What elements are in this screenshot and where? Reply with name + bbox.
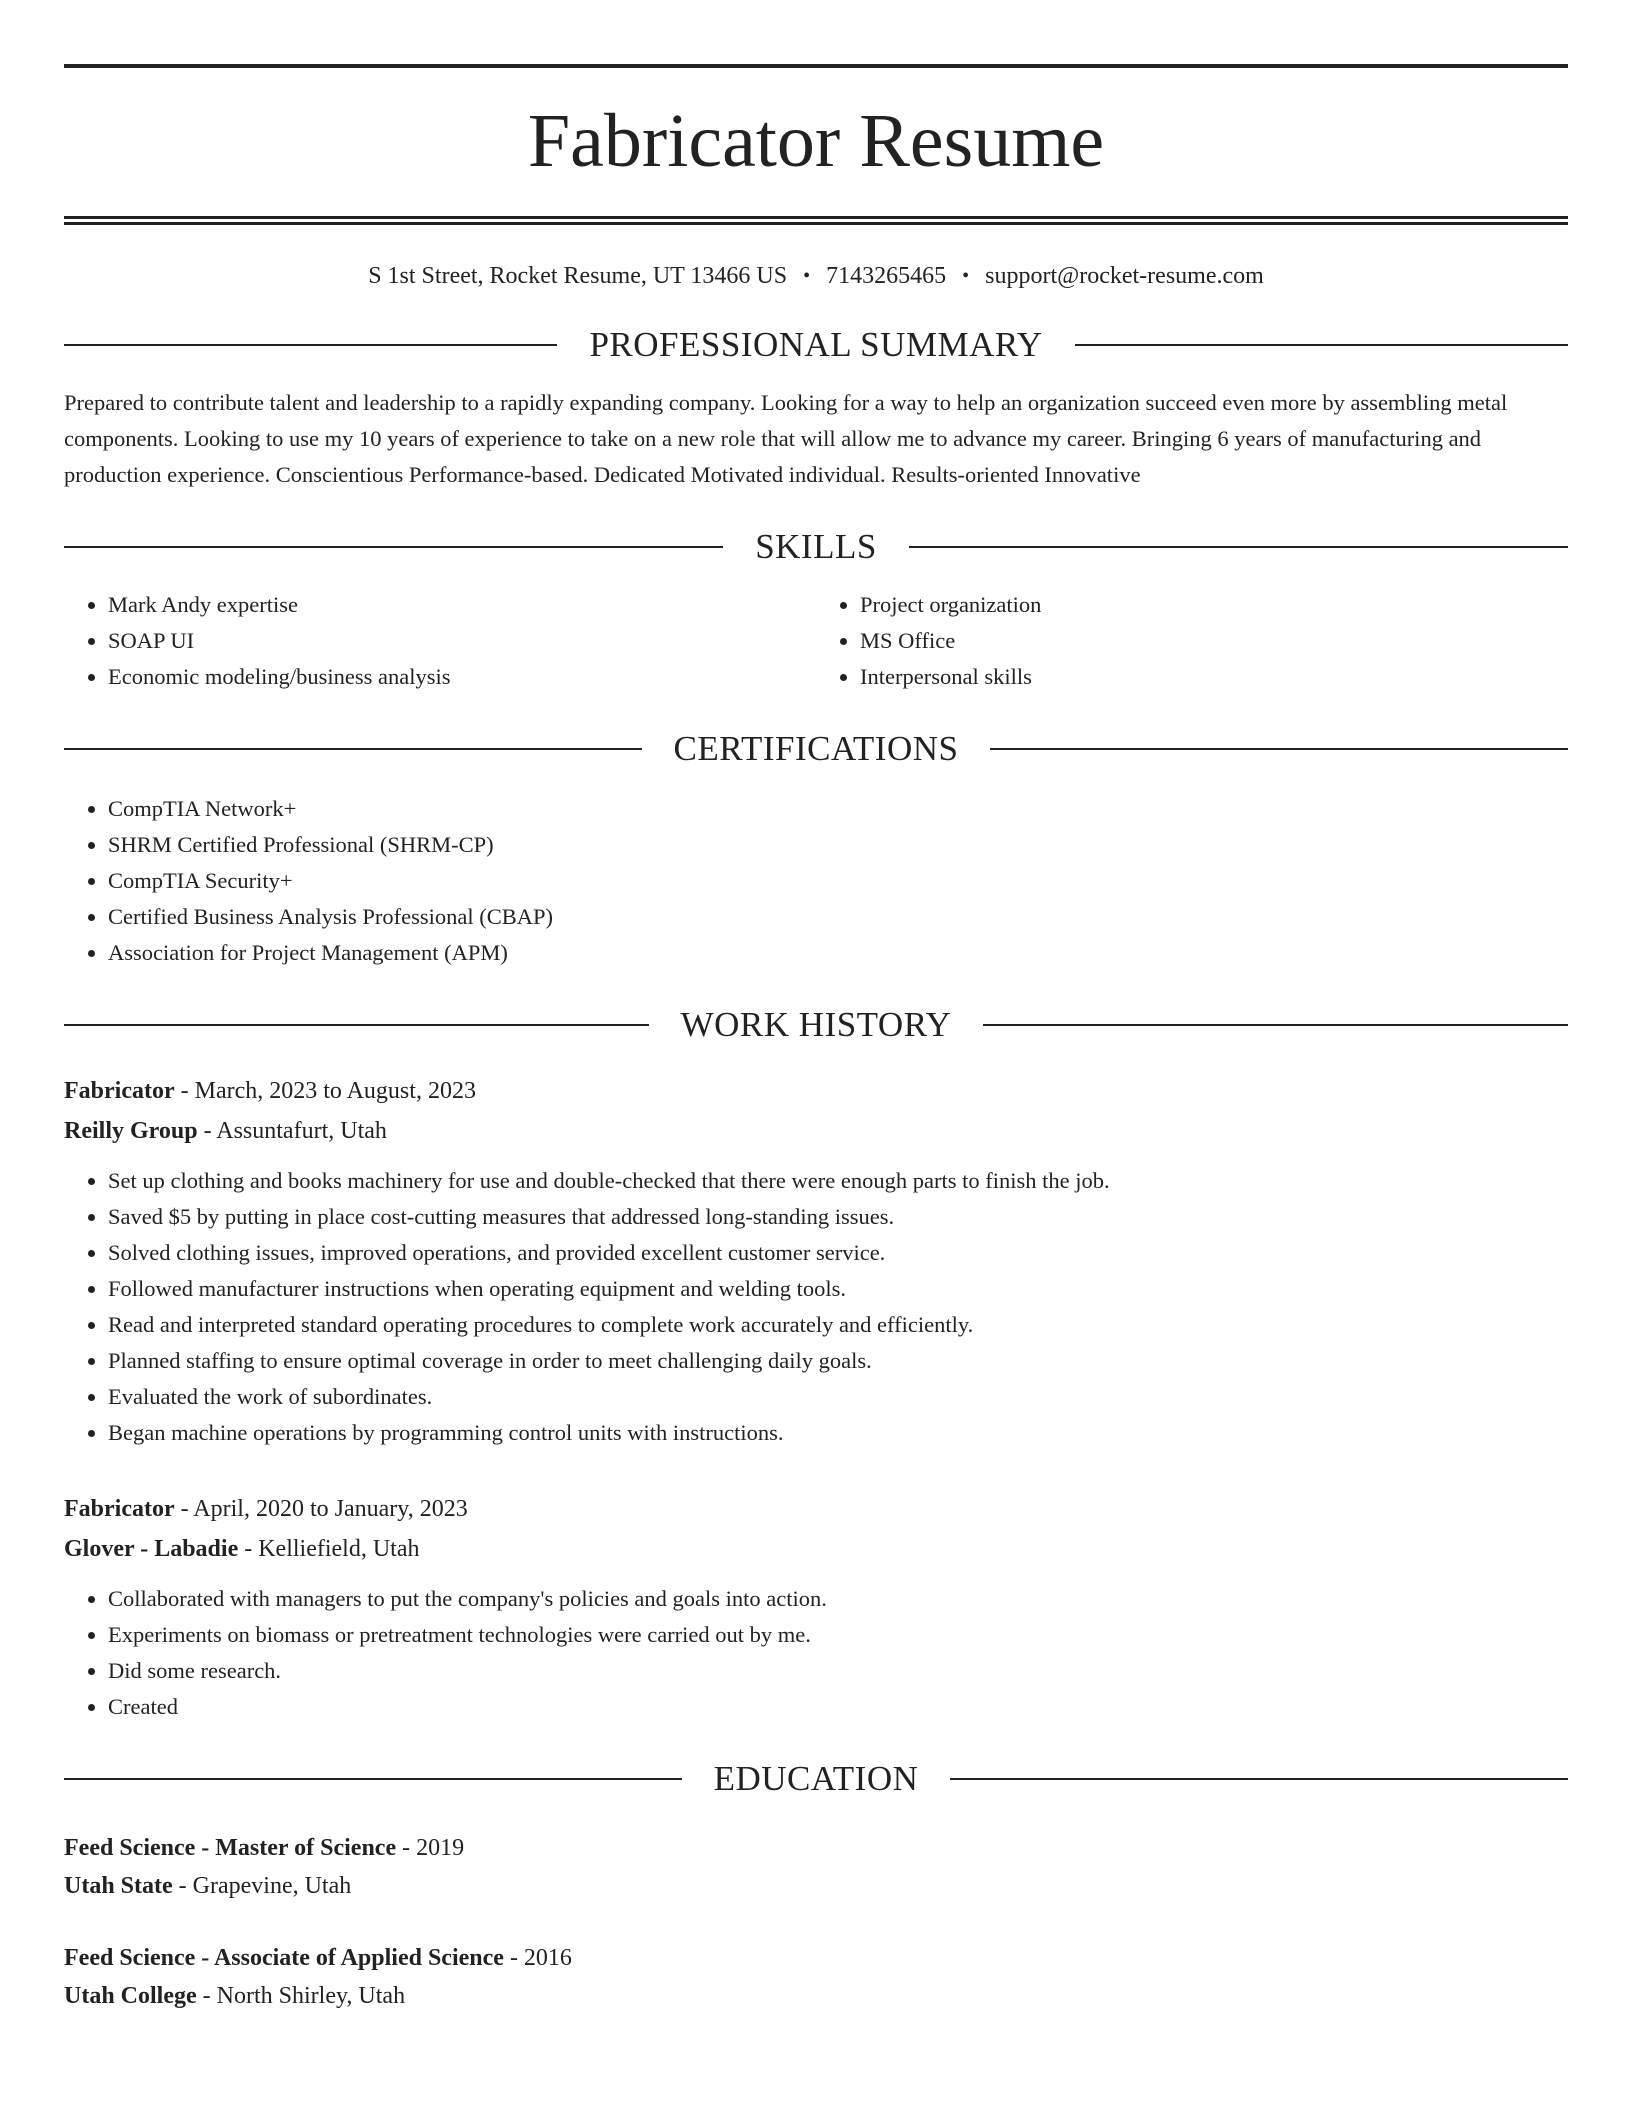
education-year: - 2019 bbox=[396, 1835, 465, 1861]
education-degree: Feed Science - Associate of Applied Science bbox=[64, 1945, 504, 1971]
resume-title: Fabricator Resume bbox=[527, 99, 1105, 183]
job-bullet: • Evaluated the work of subordinates. bbox=[108, 1379, 1568, 1415]
heading-rule-right bbox=[909, 546, 1568, 548]
certification-item: • Certified Business Analysis Professional (CBAP) bbox=[108, 899, 1568, 935]
contact-separator: • bbox=[962, 265, 970, 287]
education-degree: Feed Science - Master of Science bbox=[64, 1835, 397, 1861]
job-bullet: • Planned staffing to ensure optimal coverage in order to meet challenging daily goals. bbox=[108, 1343, 1568, 1379]
job-company-line bbox=[64, 1529, 1568, 1569]
education-school-line bbox=[64, 1977, 1568, 2015]
job-title: Fabricator bbox=[64, 1078, 175, 1104]
job-dates: - April, 2020 to January, 2023 bbox=[174, 1496, 468, 1522]
heading-rule-left bbox=[64, 344, 557, 346]
summary-text: Prepared to contribute talent and leadership to a rapidly expanding company. Looking for a way to help an organization succeed even more by assembling metal components. Looking to use my 10 years of experience to take on a new role that will allow me to advance my career. Bringing 6 years of manufacturing and production experience. Conscientious Performance-based. Dedicated Motivated individual. Results-oriented Innovative bbox=[64, 390, 1508, 487]
heading-rule-left bbox=[64, 1778, 682, 1780]
skill-item: • Mark Andy expertise bbox=[108, 587, 816, 623]
education-heading bbox=[64, 1759, 1568, 1799]
education-location: - North Shirley, Utah bbox=[196, 1983, 406, 2009]
job-title-line bbox=[64, 1071, 1568, 1111]
education-year: - 2016 bbox=[503, 1945, 572, 1971]
job-bullet: • Read and interpreted standard operating procedures to complete work accurately and efficiently. bbox=[108, 1307, 1568, 1343]
job-dates: - March, 2023 to August, 2023 bbox=[174, 1078, 476, 1104]
skill-item: • Interpersonal skills bbox=[860, 659, 1568, 695]
heading-rule-right bbox=[1075, 344, 1568, 346]
summary-heading bbox=[64, 325, 1568, 365]
job-entry bbox=[64, 1071, 1568, 1451]
certification-item: • SHRM Certified Professional (SHRM-CP) bbox=[108, 827, 1568, 863]
skills-heading bbox=[64, 527, 1568, 567]
contact-address: S 1st Street, Rocket Resume, UT 13466 US bbox=[368, 263, 788, 289]
skills-right-list bbox=[816, 587, 1568, 695]
section-title: PROFESSIONAL SUMMARY bbox=[589, 325, 1043, 364]
resume-page bbox=[64, 64, 1568, 2015]
contact-email: support@rocket-resume.com bbox=[985, 263, 1264, 289]
job-title: Fabricator bbox=[64, 1496, 175, 1522]
education-degree-line bbox=[64, 1939, 1568, 1977]
job-location: - Assuntafurt, Utah bbox=[197, 1118, 387, 1144]
education-entry bbox=[64, 1829, 1568, 1905]
job-bullet: • Solved clothing issues, improved operations, and provided excellent customer service. bbox=[108, 1235, 1568, 1271]
heading-rule-right bbox=[950, 1778, 1568, 1780]
heading-rule-left bbox=[64, 1024, 649, 1026]
education-degree-line bbox=[64, 1829, 1568, 1867]
title-double-rule bbox=[64, 216, 1568, 225]
education-school: Utah State bbox=[64, 1873, 173, 1899]
job-bullet: • Collaborated with managers to put the company's policies and goals into action. bbox=[108, 1581, 1568, 1617]
education-school: Utah College bbox=[64, 1983, 197, 2009]
job-bullets bbox=[64, 1163, 1568, 1451]
job-bullet: • Set up clothing and books machinery for use and double-checked that there were enough parts to finish the job. bbox=[108, 1163, 1568, 1199]
certifications-heading bbox=[64, 729, 1568, 769]
job-title-line bbox=[64, 1489, 1568, 1529]
job-company: Reilly Group bbox=[64, 1118, 198, 1144]
section-title: EDUCATION bbox=[713, 1759, 919, 1798]
skill-item: • SOAP UI bbox=[108, 623, 816, 659]
certification-item: • Association for Project Management (APM) bbox=[108, 935, 1568, 971]
heading-rule-right bbox=[983, 1024, 1568, 1026]
job-bullets bbox=[64, 1581, 1568, 1725]
contact-line bbox=[64, 261, 1568, 291]
section-title: SKILLS bbox=[755, 527, 877, 566]
job-company: Glover - Labadie bbox=[64, 1536, 239, 1562]
skills-grid bbox=[64, 587, 1568, 695]
job-bullet: • Saved $5 by putting in place cost-cutting measures that addressed long-standing issues. bbox=[108, 1199, 1568, 1235]
job-location: - Kelliefield, Utah bbox=[238, 1536, 420, 1562]
skill-item: • Project organization bbox=[860, 587, 1568, 623]
certifications-list bbox=[64, 791, 1568, 971]
certification-item: • CompTIA Network+ bbox=[108, 791, 1568, 827]
heading-rule-left bbox=[64, 546, 723, 548]
job-bullet: • Experiments on biomass or pretreatment technologies were carried out by me. bbox=[108, 1617, 1568, 1653]
top-rule bbox=[64, 64, 1568, 68]
certification-item: • CompTIA Security+ bbox=[108, 863, 1568, 899]
education-school-line bbox=[64, 1867, 1568, 1905]
job-bullet: • Followed manufacturer instructions when operating equipment and welding tools. bbox=[108, 1271, 1568, 1307]
contact-phone: 7143265465 bbox=[826, 263, 947, 289]
heading-rule-left bbox=[64, 748, 642, 750]
job-bullet: • Created bbox=[108, 1689, 1568, 1725]
job-company-line bbox=[64, 1111, 1568, 1151]
section-title: CERTIFICATIONS bbox=[673, 729, 959, 768]
job-bullet: • Did some research. bbox=[108, 1653, 1568, 1689]
skills-left-list bbox=[64, 587, 816, 695]
section-title: WORK HISTORY bbox=[680, 1005, 952, 1044]
education-location: - Grapevine, Utah bbox=[172, 1873, 352, 1899]
job-bullet: • Began machine operations by programming control units with instructions. bbox=[108, 1415, 1568, 1451]
skill-item: • MS Office bbox=[860, 623, 1568, 659]
skill-item: • Economic modeling/business analysis bbox=[108, 659, 816, 695]
work-history-heading bbox=[64, 1005, 1568, 1045]
education-entry bbox=[64, 1939, 1568, 2015]
contact-separator: • bbox=[803, 265, 811, 287]
job-entry bbox=[64, 1489, 1568, 1725]
heading-rule-right bbox=[990, 748, 1568, 750]
